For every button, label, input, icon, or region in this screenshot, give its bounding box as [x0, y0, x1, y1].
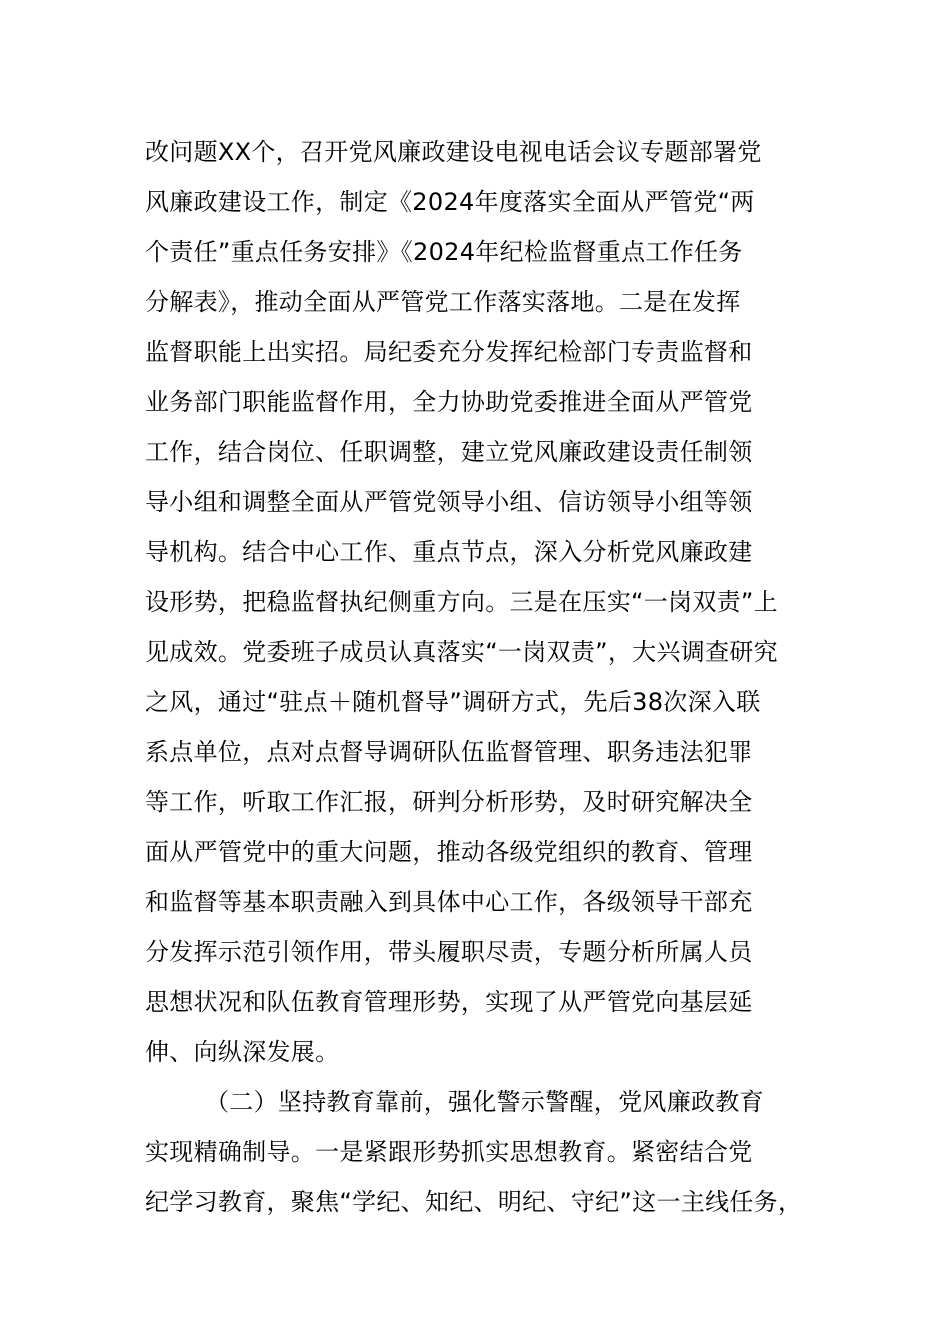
body-text-line: 纪学习教育，聚焦“学纪、知纪、明纪、守纪”这一主线任务， — [145, 1188, 803, 1216]
body-text-line: 分发挥示范引领作用，带头履职尽责，专题分析所属人员 — [145, 938, 753, 966]
section-heading-line: （二）坚持教育靠前，强化警示警醒，党风廉政教育 — [205, 1088, 764, 1116]
body-text-line: 个责任”重点任务安排》《2024年纪检监督重点工作任务 — [145, 238, 743, 266]
body-text-line: 见成效。党委班子成员认真落实“一岗双责”，大兴调查研究 — [145, 638, 778, 666]
body-text-line: 和监督等基本职责融入到具体中心工作，各级领导干部充 — [145, 888, 753, 916]
body-text-line: 思想状况和队伍教育管理形势，实现了从严管党向基层延 — [145, 988, 753, 1016]
body-text-line: 分解表》，推动全面从严管党工作落实落地。二是在发挥 — [145, 288, 741, 316]
body-text-line: 工作，结合岗位、任职调整，建立党风廉政建设责任制领 — [145, 438, 753, 466]
body-text-line: 设形势，把稳监督执纪侧重方向。三是在压实“一岗双责”上 — [145, 588, 778, 616]
body-text-line: 之风，通过“驻点＋随机督导”调研方式，先后38次深入联 — [145, 688, 761, 716]
body-text-line: 导小组和调整全面从严管党领导小组、信访领导小组等领 — [145, 488, 753, 516]
body-text-line: 监督职能上出实招。局纪委充分发挥纪检部门专责监督和 — [145, 338, 753, 366]
body-text-line: 实现精确制导。一是紧跟形势抓实思想教育。紧密结合党 — [145, 1138, 753, 1166]
body-text-line: 面从严管党中的重大问题，推动各级党组织的教育、管理 — [145, 838, 753, 866]
body-text-line: 系点单位，点对点督导调研队伍监督管理、职务违法犯罪 — [145, 738, 753, 766]
body-text-line: 业务部门职能监督作用，全力协助党委推进全面从严管党 — [145, 388, 753, 416]
body-text-line: 改问题XX个，召开党风廉政建设电视电话会议专题部署党 — [145, 138, 762, 166]
body-text-line: 等工作，听取工作汇报，研判分析形势，及时研究解决全 — [145, 788, 753, 816]
body-text-line: 伸、向纵深发展。 — [145, 1038, 340, 1066]
body-text-line: 导机构。结合中心工作、重点节点，深入分析党风廉政建 — [145, 538, 753, 566]
body-text-line: 风廉政建设工作，制定《2024年度落实全面从严管党“两 — [145, 188, 755, 216]
